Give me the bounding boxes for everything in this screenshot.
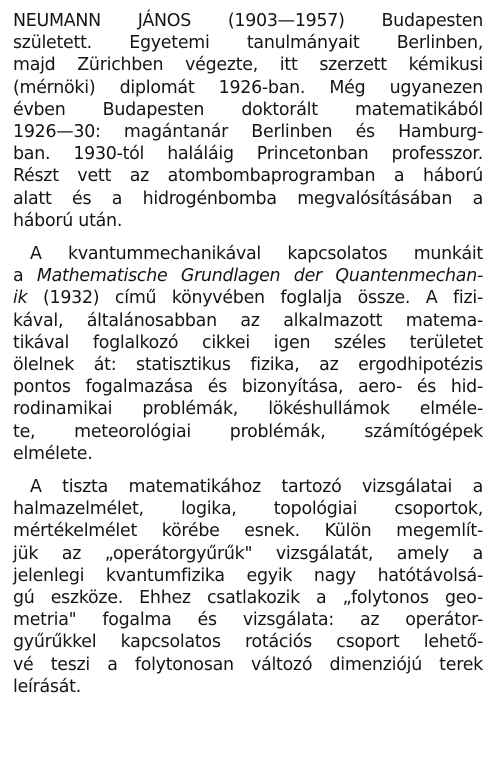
text-line xyxy=(13,265,483,287)
text-line: kával, általánosabban az alkalmazott matema- xyxy=(13,310,483,331)
text-line: (mérnöki) diplomát 1926-ban. Még ugyanezen xyxy=(13,77,483,98)
text-line: rodinamikai problémák, lökéshullámok elméle- xyxy=(13,399,483,420)
text-line: te, meteorológiai problémák, számítógépek xyxy=(13,421,483,442)
text-line: 1926—30: magántanár Berlinben és Hamburg- xyxy=(13,121,483,142)
text-line: ban. 1930-tól haláláig Princetonban professzor. xyxy=(13,144,483,165)
text-segment: a xyxy=(13,266,37,287)
text-line: leírását. xyxy=(13,676,81,697)
text-line: tikával foglalkozó cikkei igen széles területet xyxy=(13,332,483,353)
paragraph-quantum-mechanics xyxy=(13,243,483,465)
text-line: mértékelmélet körébe esnek. Külön megemlít- xyxy=(13,521,483,542)
text-line: A kvantummechanikával kapcsolatos munkáit xyxy=(30,244,483,264)
text-line: alatt és a hidrogénbomba megvalósításában a xyxy=(13,188,483,209)
text-line: született. Egyetemi tanulmányait Berlinben, xyxy=(13,33,483,54)
text-segment: (1932) című könyvében foglalja össze. A fizi- xyxy=(27,288,483,309)
text-line: majd Zürichben végezte, itt szerzett kémikusi xyxy=(13,55,483,76)
text-line: halmazelmélet, logika, topológiai csoportok, xyxy=(13,499,483,520)
text-line: pontos fogalmazása és bizonyítása, aero- és hid- xyxy=(13,377,483,398)
text-line: metria" fogalma és vizsgálata: az operátor- xyxy=(13,610,483,631)
text-line: Részt vett az atombombaprogramban a háború xyxy=(13,166,483,187)
book-title-italic: Mathematische Grundlagen der Quantenmechan- xyxy=(36,266,483,287)
text-line: NEUMANN JÁNOS (1903—1957) Budapesten xyxy=(13,11,483,31)
text-line: gyűrűkkel kapcsolatos rotációs csoport lehető- xyxy=(13,632,483,653)
text-line: vé teszi a folytonosan változó dimenziójú terek xyxy=(13,654,483,675)
text-line: ölelnek át: statisztikus fizika, az ergodhipotézis xyxy=(13,354,483,375)
text-line: gú eszköze. Ehhez csatlakozik a „folytonos geo- xyxy=(13,587,483,608)
text-line: jelenlegi kvantumfizika egyik nagy hatótávolsá- xyxy=(13,565,483,586)
text-line: A tiszta matematikához tartozó vizsgálatai a xyxy=(30,477,483,497)
book-title-italic: ik xyxy=(13,288,28,309)
text-line: jük az „operátorgyűrűk" vizsgálatát, amely a xyxy=(13,543,483,564)
paragraph-biography xyxy=(13,10,483,232)
paragraph-pure-mathematics xyxy=(13,476,483,698)
text-line: elmélete. xyxy=(13,443,93,464)
text-line: évben Budapesten doktorált matematikából xyxy=(13,99,483,120)
text-line: háború után. xyxy=(13,210,123,231)
text-line xyxy=(13,287,483,309)
